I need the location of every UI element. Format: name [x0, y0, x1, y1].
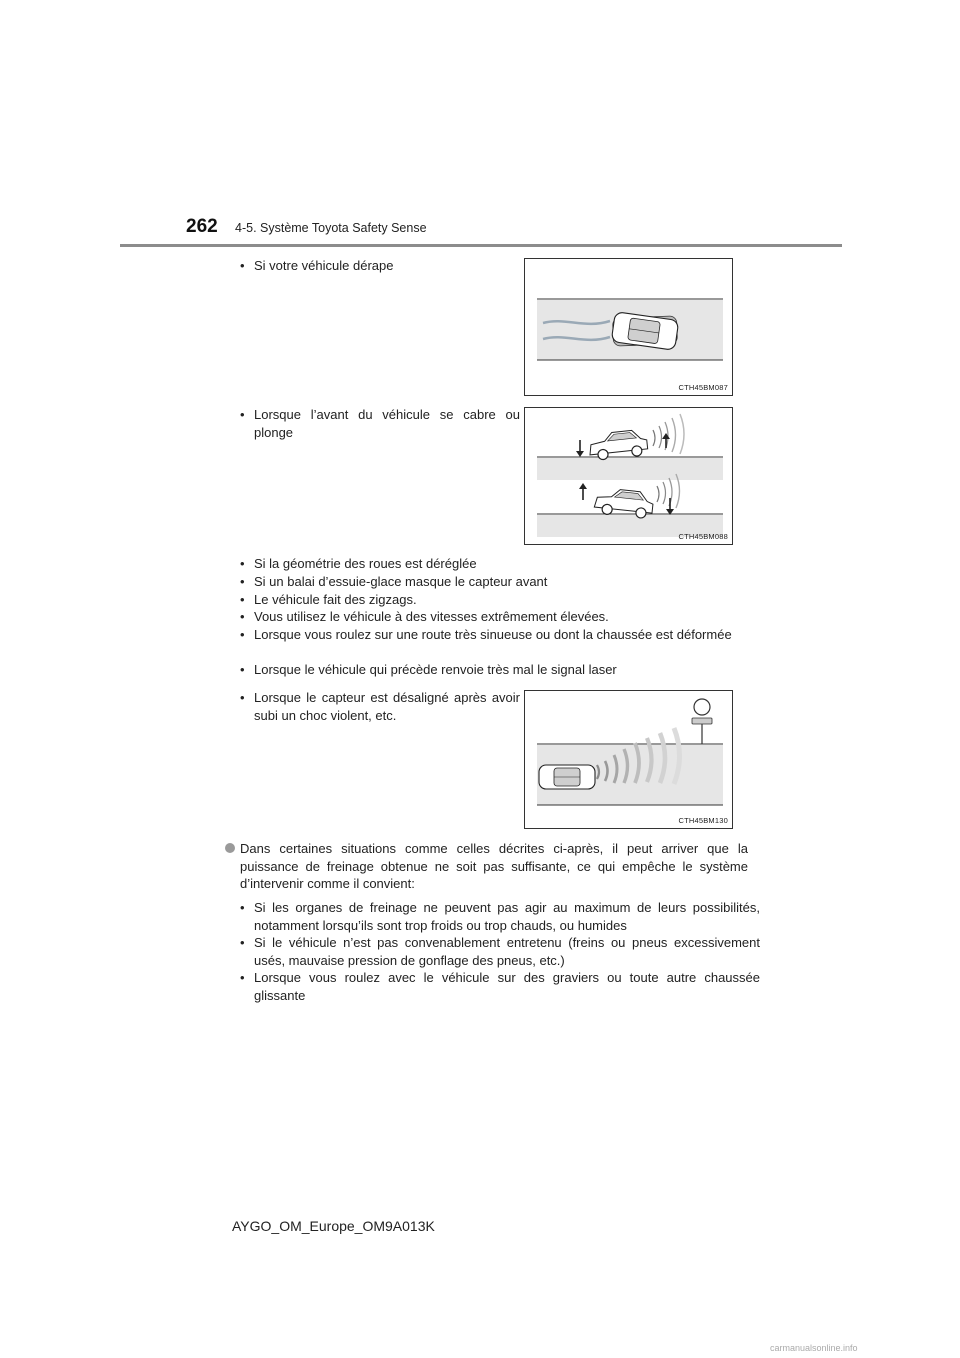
illustration-code-pitch: CTH45BM088	[678, 532, 728, 541]
bullet-pitch: • Lorsque l’avant du véhicule se cabre ou plonge	[240, 406, 520, 441]
list-item: • Si la géométrie des roues est déréglée	[240, 555, 760, 573]
bullet-skid: • Si votre véhicule dérape	[240, 257, 520, 275]
list-item: • Lorsque vous roulez avec le véhicule sur des graviers ou toute autre chaussée glissante	[240, 969, 760, 1004]
illustration-code-misaligned: CTH45BM130	[678, 816, 728, 825]
pitching-car-drawing	[525, 408, 732, 544]
illustration-pitch	[524, 407, 733, 545]
skidding-car-drawing	[525, 259, 732, 395]
watermark: carmanualsonline.info	[770, 1343, 858, 1353]
list-item: • Vous utilisez le véhicule à des vitesses extrêmement élevées.	[240, 608, 760, 626]
list-item: • Si un balai d’essuie-glace masque le capteur avant	[240, 573, 760, 591]
illustration-skid	[524, 258, 733, 396]
section-title: 4-5. Système Toyota Safety Sense	[235, 221, 427, 235]
document-id: AYGO_OM_Europe_OM9A013K	[232, 1218, 435, 1234]
bullet-misaligned: • Lorsque le capteur est désaligné après avoir subi un choc violent, etc.	[240, 689, 520, 724]
misaligned-sensor-drawing	[525, 691, 732, 828]
list-item: • Si le véhicule n’est pas convenablement entretenu (freins ou pneus excessivement usés, mauvaise pression de gonflage des pneus, etc.)	[240, 934, 760, 969]
illustration-code-skid: CTH45BM087	[678, 383, 728, 392]
list-item: • Le véhicule fait des zigzags.	[240, 591, 760, 609]
page-number: 262	[186, 216, 218, 237]
illustration-misaligned	[524, 690, 733, 829]
circle-bullet-icon	[225, 843, 235, 853]
list-item: • Lorsque vous roulez sur une route très sinueuse ou dont la chaussée est déformée	[240, 626, 760, 644]
list-item: • Lorsque le véhicule qui précède renvoie très mal le signal laser	[240, 661, 760, 679]
braking-intro: Dans certaines situations comme celles décrites ci-après, il peut arriver que la puissance de freinage obtenue ne soit pas suffisante, ce qui empêche le système d’intervenir comme il convient:	[240, 841, 748, 891]
list-item: • Si les organes de freinage ne peuvent pas agir au maximum de leurs possibilités, notamment lorsqu’ils sont trop froids ou trop chauds, ou humides	[240, 899, 760, 934]
header-divider	[120, 244, 842, 247]
